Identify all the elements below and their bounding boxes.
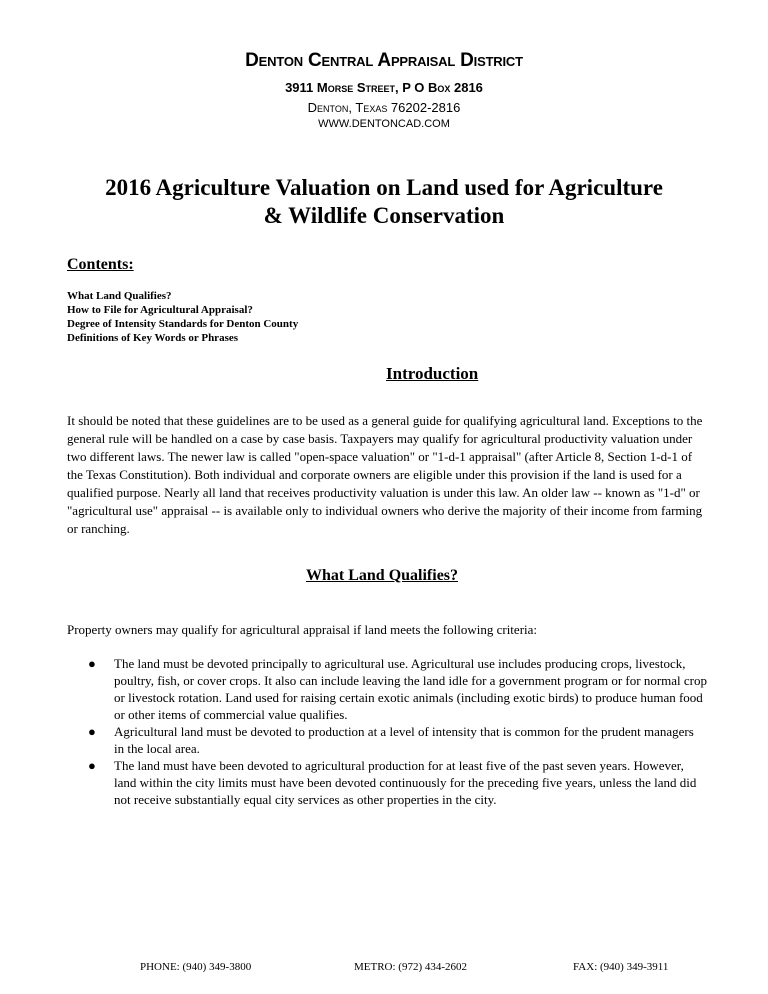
title-line-2: & Wildlife Conservation <box>263 203 505 228</box>
introduction-paragraph: It should be noted that these guidelines are to be used as a general guide for qualifying agricultural land. Exceptions to the general rule will be handled on a case by case basis. Taxpayers may qualify for agricultural productivity valuation under two different laws. The newer law is called "open-space valuation" or "1-d-1 appraisal" (after Article 8, Section 1-d-1 of the Texas Constitution). Both individual and corporate owners are eligible under this provision if the land is used for a qualified purpose. Nearly all land that receives productivity valuation is under this law. An older law -- known as "1-d" or "agricultural use" appraisal -- is available only to individual owners who derive the majority of their income from farming or ranching. <box>67 413 703 536</box>
letterhead-street: 3911 Morse Street, P O Box 2816 <box>285 80 483 95</box>
page-footer <box>0 961 768 977</box>
title-line-1: 2016 Agriculture Valuation on Land used for Agriculture <box>105 175 663 200</box>
footer-metro: METRO: (972) 434-2602 <box>354 961 468 973</box>
introduction-heading: Introduction <box>386 364 479 383</box>
qualifies-intro-paragraph: Property owners may qualify for agricultural appraisal if land meets the following criteria: <box>67 622 538 637</box>
list-item <box>67 723 707 757</box>
bullet-icon: ● <box>88 724 96 739</box>
contents-item: How to File for Agricultural Appraisal? <box>67 304 253 316</box>
contents-item: What Land Qualifies? <box>67 290 172 302</box>
list-item <box>67 655 707 723</box>
letterhead-city: Denton, Texas 76202-2816 <box>307 100 461 115</box>
list-item <box>67 757 707 808</box>
footer-phone: PHONE: (940) 349-3800 <box>140 961 252 973</box>
footer-fax: FAX: (940) 349-3911 <box>573 961 669 973</box>
criteria-text: The land must be devoted principally to agricultural use. Agricultural use includes producing crops, livestock, poultry, fish, or cover crops. It also can include leaving the land idle for a government program or for normal crop or livestock rotation. Land used for raising certain exotic animals (including exotic birds) to produce human food or other items of commercial value qualifies. <box>114 656 707 722</box>
what-land-qualifies-heading: What Land Qualifies? <box>306 567 459 584</box>
letterhead-name: Denton Central Appraisal District <box>245 50 523 71</box>
criteria-list <box>67 655 707 808</box>
contents-item: Definitions of Key Words or Phrases <box>67 332 239 344</box>
contents-heading: Contents: <box>67 256 134 273</box>
bullet-icon: ● <box>88 758 96 773</box>
contents-item: Degree of Intensity Standards for Denton County <box>67 318 299 330</box>
document-title <box>40 174 728 230</box>
contents-list <box>67 289 298 345</box>
bullet-icon: ● <box>88 656 96 671</box>
letterhead-website[interactable]: WWW.DENTONCAD.COM <box>318 118 450 130</box>
criteria-text: The land must have been devoted to agricultural production for at least five of the past seven years. However, land within the city limits must have been devoted continuously for the preceding five years, unless the land did not receive substantially equal city services as other properties in the city. <box>114 758 697 807</box>
criteria-text: Agricultural land must be devoted to production at a level of intensity that is common for the prudent managers in the local area. <box>114 724 694 756</box>
